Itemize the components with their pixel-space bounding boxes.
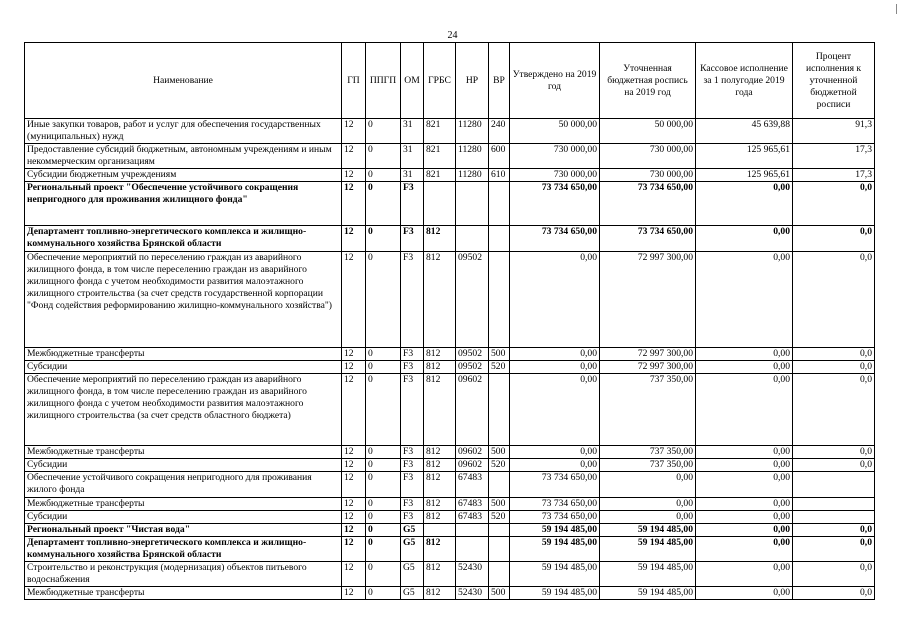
table-row [25, 587, 875, 600]
cell-approved: 73 734 650,00 [510, 511, 600, 524]
cell-np [456, 182, 489, 226]
page-number: 24 [447, 30, 458, 41]
cell-percent: 0,0 [793, 182, 875, 226]
cell-approved: 730 000,00 [510, 169, 600, 182]
table-header-row [25, 43, 875, 119]
cell-name: Департамент топливно-энергетического комплекса и жилищно-коммунального хозяйства Брянской области [25, 226, 342, 252]
cell-grbs: 821 [424, 169, 456, 182]
header-percent: Процент исполнения к уточненной бюджетной росписи [793, 43, 875, 119]
cell-percent: 0,0 [793, 374, 875, 446]
cell-vr: 520 [489, 361, 510, 374]
cell-revised: 59 194 485,00 [600, 537, 696, 562]
cell-grbs: 812 [424, 587, 456, 600]
cell-ppgp: 0 [366, 374, 401, 446]
cell-np: 67483 [456, 511, 489, 524]
cell-percent: 0,0 [793, 459, 875, 472]
cell-om: F3 [401, 348, 424, 361]
cell-gp: 12 [342, 348, 366, 361]
cell-percent: 0,0 [793, 524, 875, 537]
cell-percent: 0,0 [793, 226, 875, 252]
cell-ppgp: 0 [366, 226, 401, 252]
cell-vr: 500 [489, 348, 510, 361]
cell-om: F3 [401, 472, 424, 498]
cell-revised: 50 000,00 [600, 119, 696, 144]
table-row [25, 537, 875, 562]
cell-np [456, 537, 489, 562]
cell-approved: 730 000,00 [510, 144, 600, 169]
table-row [25, 524, 875, 537]
cell-om: G5 [401, 524, 424, 537]
cell-gp: 12 [342, 587, 366, 600]
page-edge-mark [896, 4, 897, 14]
cell-percent [793, 498, 875, 511]
cell-ppgp: 0 [366, 252, 401, 348]
cell-approved: 50 000,00 [510, 119, 600, 144]
cell-cash: 0,00 [696, 182, 793, 226]
cell-cash: 0,00 [696, 511, 793, 524]
cell-grbs: 812 [424, 374, 456, 446]
table-row [25, 252, 875, 348]
cell-approved: 59 194 485,00 [510, 587, 600, 600]
cell-ppgp: 0 [366, 562, 401, 587]
cell-vr: 600 [489, 144, 510, 169]
header-np: НР [456, 43, 489, 119]
cell-grbs [424, 524, 456, 537]
cell-om: F3 [401, 252, 424, 348]
cell-grbs: 812 [424, 562, 456, 587]
cell-percent [793, 472, 875, 498]
cell-name: Межбюджетные трансферты [25, 498, 342, 511]
table-row [25, 119, 875, 144]
cell-gp: 12 [342, 459, 366, 472]
cell-np: 09502 [456, 348, 489, 361]
cell-om: G5 [401, 537, 424, 562]
cell-vr: 610 [489, 169, 510, 182]
cell-om: 31 [401, 119, 424, 144]
cell-ppgp: 0 [366, 537, 401, 562]
cell-ppgp: 0 [366, 498, 401, 511]
cell-ppgp: 0 [366, 459, 401, 472]
cell-name: Межбюджетные трансферты [25, 446, 342, 459]
cell-revised: 737 350,00 [600, 446, 696, 459]
header-gp: ГП [342, 43, 366, 119]
table-row [25, 182, 875, 226]
cell-name: Субсидии [25, 459, 342, 472]
cell-revised: 59 194 485,00 [600, 524, 696, 537]
cell-approved: 0,00 [510, 361, 600, 374]
header-om: ОМ [401, 43, 424, 119]
table-row [25, 459, 875, 472]
cell-vr: 500 [489, 498, 510, 511]
cell-om: F3 [401, 459, 424, 472]
cell-grbs: 812 [424, 348, 456, 361]
cell-gp: 12 [342, 361, 366, 374]
cell-cash: 0,00 [696, 472, 793, 498]
cell-revised: 0,00 [600, 511, 696, 524]
cell-om: 31 [401, 169, 424, 182]
cell-gp: 12 [342, 498, 366, 511]
cell-approved: 0,00 [510, 348, 600, 361]
cell-revised: 737 350,00 [600, 374, 696, 446]
cell-grbs: 812 [424, 446, 456, 459]
cell-approved: 73 734 650,00 [510, 472, 600, 498]
cell-gp: 12 [342, 524, 366, 537]
cell-grbs: 812 [424, 537, 456, 562]
cell-np [456, 524, 489, 537]
cell-np: 09602 [456, 446, 489, 459]
cell-np: 09602 [456, 459, 489, 472]
cell-ppgp: 0 [366, 119, 401, 144]
cell-name: Обеспечение устойчивого сокращения непригодного для проживания жилого фонда [25, 472, 342, 498]
cell-gp: 12 [342, 119, 366, 144]
cell-name: Строительство и реконструкция (модернизация) объектов питьевого водоснабжения [25, 562, 342, 587]
cell-cash: 0,00 [696, 537, 793, 562]
cell-np: 67483 [456, 472, 489, 498]
cell-ppgp: 0 [366, 169, 401, 182]
cell-revised: 0,00 [600, 472, 696, 498]
cell-np: 11280 [456, 144, 489, 169]
cell-ppgp: 0 [366, 144, 401, 169]
cell-name: Региональный проект "Чистая вода" [25, 524, 342, 537]
cell-cash: 0,00 [696, 361, 793, 374]
cell-gp: 12 [342, 252, 366, 348]
cell-grbs [424, 182, 456, 226]
cell-cash: 0,00 [696, 226, 793, 252]
table-row [25, 446, 875, 459]
cell-revised: 730 000,00 [600, 169, 696, 182]
cell-cash: 0,00 [696, 562, 793, 587]
cell-percent: 0,0 [793, 562, 875, 587]
cell-percent: 17,3 [793, 169, 875, 182]
cell-vr: 520 [489, 511, 510, 524]
cell-approved: 59 194 485,00 [510, 562, 600, 587]
cell-approved: 0,00 [510, 459, 600, 472]
cell-name: Субсидии бюджетным учреждениям [25, 169, 342, 182]
cell-vr [489, 562, 510, 587]
cell-grbs: 812 [424, 459, 456, 472]
table-row [25, 169, 875, 182]
cell-revised: 72 997 300,00 [600, 361, 696, 374]
header-approved: Утверждено на 2019 год [510, 43, 600, 119]
cell-revised: 73 734 650,00 [600, 182, 696, 226]
cell-np: 11280 [456, 169, 489, 182]
cell-grbs: 812 [424, 498, 456, 511]
header-vr: ВР [489, 43, 510, 119]
cell-cash: 125 965,61 [696, 169, 793, 182]
cell-ppgp: 0 [366, 472, 401, 498]
cell-name: Предоставление субсидий бюджетным, автономным учреждениям и иным некоммерческим организациям [25, 144, 342, 169]
cell-grbs: 812 [424, 252, 456, 348]
table-row [25, 226, 875, 252]
cell-np: 11280 [456, 119, 489, 144]
cell-revised: 737 350,00 [600, 459, 696, 472]
cell-cash: 0,00 [696, 374, 793, 446]
cell-om: G5 [401, 562, 424, 587]
cell-approved: 73 734 650,00 [510, 498, 600, 511]
cell-gp: 12 [342, 562, 366, 587]
cell-percent: 0,0 [793, 348, 875, 361]
cell-np [456, 226, 489, 252]
table-row [25, 144, 875, 169]
cell-cash: 0,00 [696, 524, 793, 537]
cell-vr: 500 [489, 587, 510, 600]
cell-percent: 0,0 [793, 252, 875, 348]
cell-name: Межбюджетные трансферты [25, 348, 342, 361]
cell-revised: 72 997 300,00 [600, 252, 696, 348]
cell-ppgp: 0 [366, 348, 401, 361]
cell-np: 67483 [456, 498, 489, 511]
cell-percent [793, 511, 875, 524]
table-body [25, 119, 875, 600]
cell-ppgp: 0 [366, 511, 401, 524]
header-grbs: ГРБС [424, 43, 456, 119]
cell-percent: 91,3 [793, 119, 875, 144]
cell-name: Региональный проект "Обеспечение устойчивого сокращения непригодного для проживания жилищного фонда" [25, 182, 342, 226]
cell-om: F3 [401, 498, 424, 511]
header-name: Наименование [25, 43, 342, 119]
cell-approved: 0,00 [510, 252, 600, 348]
cell-cash: 0,00 [696, 252, 793, 348]
cell-approved: 59 194 485,00 [510, 537, 600, 562]
cell-cash: 0,00 [696, 587, 793, 600]
table-row [25, 374, 875, 446]
budget-table [24, 42, 875, 600]
cell-approved: 73 734 650,00 [510, 226, 600, 252]
cell-gp: 12 [342, 446, 366, 459]
cell-vr [489, 472, 510, 498]
cell-cash: 0,00 [696, 459, 793, 472]
cell-percent: 0,0 [793, 537, 875, 562]
cell-grbs: 812 [424, 361, 456, 374]
cell-vr [489, 226, 510, 252]
cell-approved: 0,00 [510, 374, 600, 446]
cell-revised: 730 000,00 [600, 144, 696, 169]
cell-revised: 72 997 300,00 [600, 348, 696, 361]
cell-ppgp: 0 [366, 182, 401, 226]
cell-approved: 0,00 [510, 446, 600, 459]
cell-cash: 0,00 [696, 498, 793, 511]
header-revised: Уточненная бюджетная роспись на 2019 год [600, 43, 696, 119]
cell-gp: 12 [342, 144, 366, 169]
cell-om: F3 [401, 446, 424, 459]
cell-ppgp: 0 [366, 524, 401, 537]
table-row [25, 472, 875, 498]
cell-vr [489, 524, 510, 537]
cell-ppgp: 0 [366, 446, 401, 459]
cell-om: G5 [401, 587, 424, 600]
cell-name: Межбюджетные трансферты [25, 587, 342, 600]
cell-percent: 17,3 [793, 144, 875, 169]
cell-om: 31 [401, 144, 424, 169]
cell-ppgp: 0 [366, 587, 401, 600]
cell-om: F3 [401, 511, 424, 524]
cell-vr [489, 374, 510, 446]
cell-np: 52430 [456, 562, 489, 587]
cell-om: F3 [401, 226, 424, 252]
cell-percent: 0,0 [793, 446, 875, 459]
cell-revised: 73 734 650,00 [600, 226, 696, 252]
cell-gp: 12 [342, 226, 366, 252]
cell-np: 09602 [456, 374, 489, 446]
cell-gp: 12 [342, 472, 366, 498]
cell-cash: 0,00 [696, 348, 793, 361]
cell-gp: 12 [342, 511, 366, 524]
cell-gp: 12 [342, 537, 366, 562]
cell-grbs: 821 [424, 119, 456, 144]
table-row [25, 361, 875, 374]
cell-gp: 12 [342, 374, 366, 446]
cell-ppgp: 0 [366, 361, 401, 374]
cell-vr [489, 182, 510, 226]
table-row [25, 498, 875, 511]
header-ppgp: ППГП [366, 43, 401, 119]
cell-grbs: 812 [424, 472, 456, 498]
table-row [25, 511, 875, 524]
cell-name: Обеспечение мероприятий по переселению граждан из аварийного жилищного фонда, в том числе переселению граждан из аварийного жилищного фонда с учетом необходимости развития малоэтажного жилищного строительства (за счет средств государственной корпорации "Фонд содействия реформированию жилищно-коммунального хозяйства") [25, 252, 342, 348]
cell-revised: 0,00 [600, 498, 696, 511]
cell-om: F3 [401, 182, 424, 226]
cell-vr [489, 252, 510, 348]
cell-gp: 12 [342, 182, 366, 226]
cell-name: Иные закупки товаров, работ и услуг для обеспечения государственных (муниципальных) нужд [25, 119, 342, 144]
cell-name: Департамент топливно-энергетического комплекса и жилищно-коммунального хозяйства Брянской области [25, 537, 342, 562]
cell-revised: 59 194 485,00 [600, 562, 696, 587]
cell-om: F3 [401, 374, 424, 446]
cell-cash: 45 639,88 [696, 119, 793, 144]
cell-np: 52430 [456, 587, 489, 600]
cell-name: Обеспечение мероприятий по переселению граждан из аварийного жилищного фонда, в том числе переселению граждан из аварийного жилищного фонда с учетом необходимости развития малоэтажного жилищного строительства (за счет средств областного бюджета) [25, 374, 342, 446]
cell-om: F3 [401, 361, 424, 374]
cell-grbs: 812 [424, 226, 456, 252]
cell-cash: 0,00 [696, 446, 793, 459]
cell-cash: 125 965,61 [696, 144, 793, 169]
cell-vr: 240 [489, 119, 510, 144]
cell-approved: 59 194 485,00 [510, 524, 600, 537]
cell-vr: 500 [489, 446, 510, 459]
header-cash: Кассовое исполнение за 1 полугодие 2019 года [696, 43, 793, 119]
cell-vr: 520 [489, 459, 510, 472]
cell-np: 09502 [456, 252, 489, 348]
table-row [25, 348, 875, 361]
cell-percent: 0,0 [793, 361, 875, 374]
cell-name: Субсидии [25, 511, 342, 524]
table-row [25, 562, 875, 587]
cell-name: Субсидии [25, 361, 342, 374]
cell-percent: 0,0 [793, 587, 875, 600]
cell-revised: 59 194 485,00 [600, 587, 696, 600]
cell-np: 09502 [456, 361, 489, 374]
cell-gp: 12 [342, 169, 366, 182]
cell-approved: 73 734 650,00 [510, 182, 600, 226]
cell-grbs: 812 [424, 511, 456, 524]
cell-grbs: 821 [424, 144, 456, 169]
cell-vr [489, 537, 510, 562]
